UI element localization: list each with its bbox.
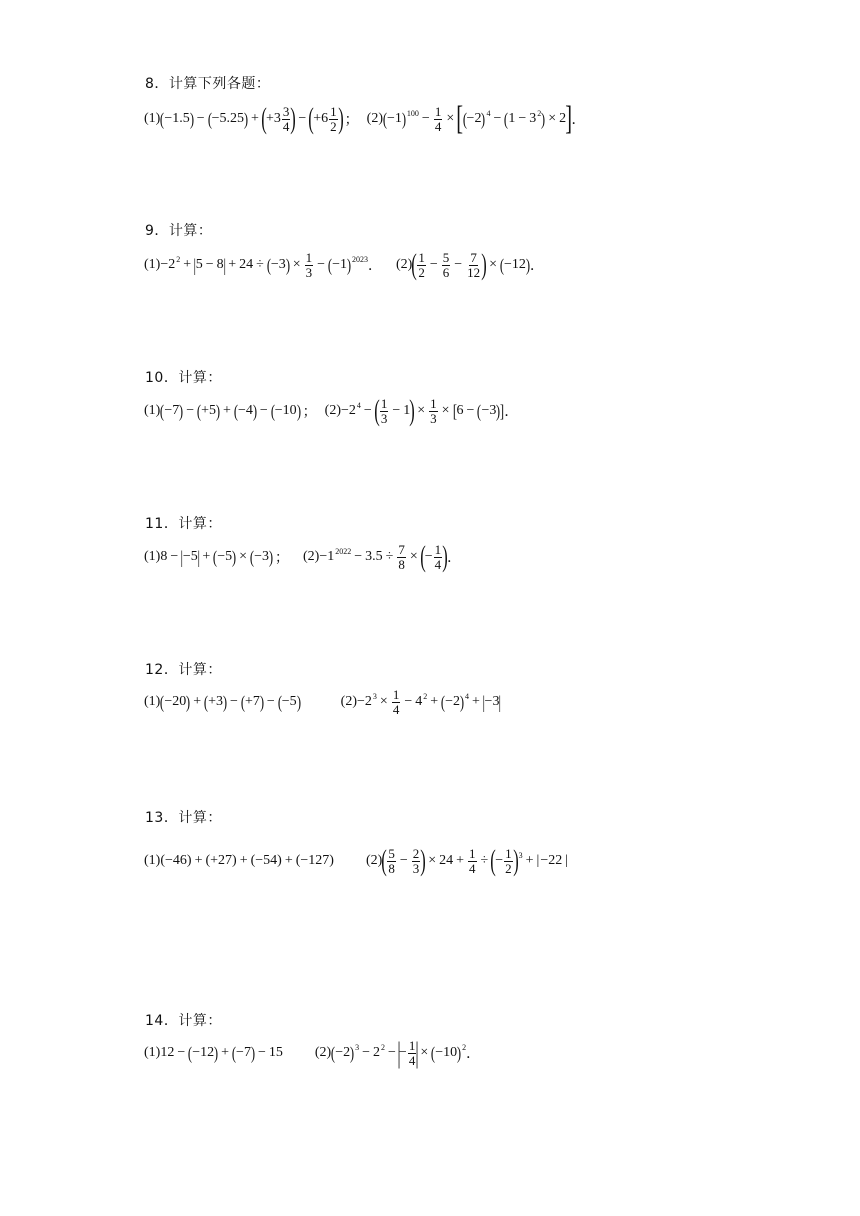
end-period: ． [504,405,519,420]
question-11-title: 11．计算： [145,516,222,532]
part-1-label: (1) [144,257,161,272]
question-14-expression: (1) 12 − ( −12 ) + ( −7 ) − 15 (2) ( −2 ) $^3$ − 2 $^2$ − | − $\frac{1}{4}$ | × ( −10 ) $^2$ ． [144,1036,481,1069]
end-period: ． [529,259,544,274]
part-1-label: (1) [144,694,161,710]
part-2-label: (2) [395,257,413,272]
part-2-label: (2) [366,111,383,126]
question-10-title: 10．计算： [145,370,222,386]
question-10-expression: (1) ( −7 ) − ( +5 ) + ( −4 ) − ( −10 ) ； (2) −2 $^4$ − ( $\frac{1}{3}$ − 1 ) × $\frac{1}{3}$ × [ 6 − ( −3 ) ] ． [144,394,519,427]
question-14-title: 14．计算： [145,1013,222,1029]
question-9-expression: (1) −2 $^2$ + | 5 − 8 | + 24 ÷ ( −3 ) × $\frac{1}{3}$ − ( −1 ) $^{2023}$ ． (2) ( $\frac{1}{2}$ − $\frac{5}{6}$ − $\frac{7}{12}$ ) × ( −12 ) ． [144,248,544,281]
separator: ； [344,113,359,128]
part-1-label: (1) [144,853,161,868]
part-1-label: (1) [144,1045,161,1060]
end-period: ． [367,259,382,274]
question-11-expression: (1) 8 − | −5 | + ( −5 ) × ( −3 ) ； (2) −1 $^{2022}$ − 3.5 ÷ $\frac{7}{8}$ × ( − $\frac{1}{4}$ ) ． [144,540,462,573]
question-12-expression: (1) ( −20 ) + ( +3 ) − ( +7 ) − ( −5 ) (2) −2 $^3$ × $\frac{1}{4}$ − 4 $^2$ + ( −2 ) $^4$ + | −3 | [144,687,502,717]
separator: ； [302,405,317,420]
question-12-title: 12．计算： [145,662,222,678]
end-period: ． [466,1047,481,1062]
part-2-label: (2) [302,549,320,564]
end-period: ． [571,113,586,128]
question-13-title: 13．计算： [145,810,222,826]
part-2-label: (2) [314,1045,332,1060]
question-13-expression: (1) (−46) + (+27) + (−54) + (−127) (2) ( $\frac{5}{8}$ − $\frac{2}{3}$ ) × 24 + $\frac{1}{4}$ ÷ ( − $\frac{1}{2}$ ) $^3$ + | −22 | [144,844,569,877]
part-2-label: (2) [340,694,357,710]
end-period: ． [447,551,462,566]
question-9-title: 9．计算： [145,223,213,239]
question-8-expression: (1) ( −1.5 ) − ( −5.25 ) + ( +3 $\frac{3}{4}$ ) − ( +6 $\frac{1}{2}$ ) ； (2) ( −1 ) $^{100}$ − $\frac{1}{4}$ × [ ( −2 ) $^4$ − ( 1 − 3 $^2$ ) × 2 ] ． [144,100,586,137]
separator: ； [274,551,289,566]
part-1-label: (1) [144,403,161,418]
part-1-label: (1) [144,111,161,126]
part-2-label: (2) [365,853,383,868]
part-1-label: (1) [144,549,161,564]
part-2-label: (2) [324,403,341,418]
question-8-title: 8．计算下列各题： [145,76,271,92]
